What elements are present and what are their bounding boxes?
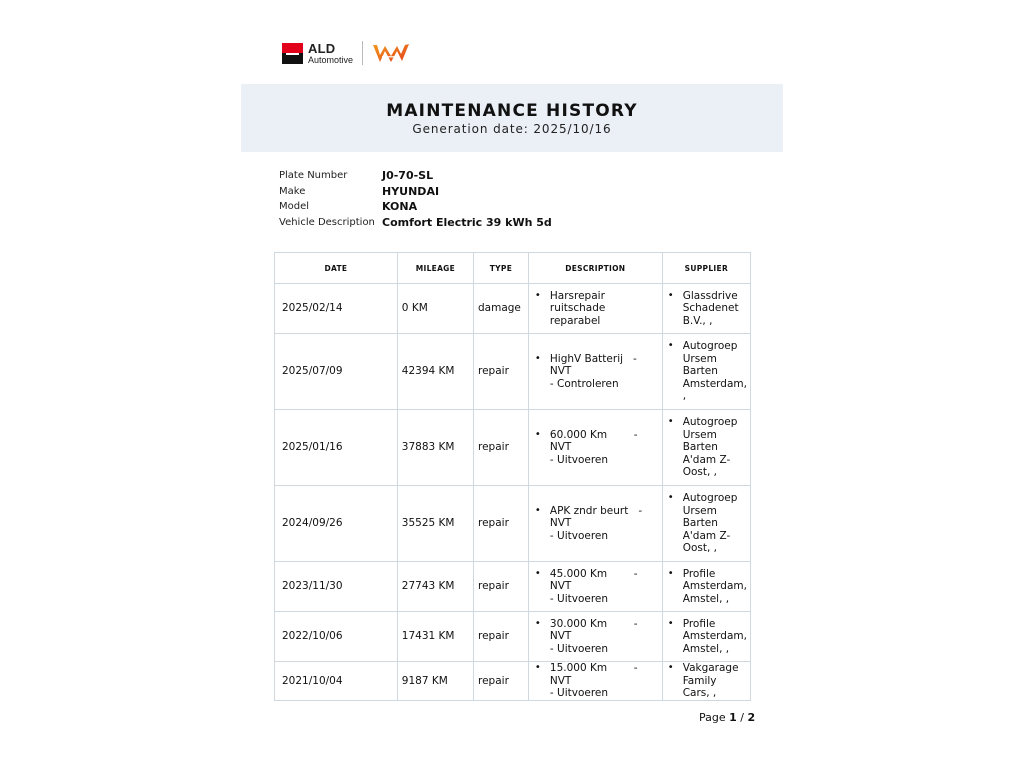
table-row	[275, 612, 751, 662]
column-header-date: DATE	[275, 253, 398, 284]
cell-type: repair	[474, 612, 529, 662]
info-row-model	[279, 199, 552, 215]
bullet-icon: •	[534, 352, 541, 364]
description-first-line: 60.000 Km -	[549, 428, 638, 441]
table-row	[275, 562, 751, 612]
description-rest: NVT - Uitvoeren	[549, 580, 609, 605]
description-first-line: APK zndr beurt -	[549, 504, 643, 517]
cell-date: 2021/10/04	[275, 662, 398, 701]
cell-date: 2025/02/14	[275, 284, 398, 334]
supplier-first-line: Autogroep	[682, 492, 738, 505]
description-rest: NVT - Uitvoeren	[549, 441, 609, 466]
info-row-make	[279, 184, 552, 200]
cell-description	[528, 334, 662, 410]
bullet-icon: •	[534, 428, 541, 440]
supplier-first-line: Profile	[682, 567, 716, 580]
cell-type: repair	[474, 334, 529, 410]
cell-type: repair	[474, 662, 529, 701]
make-label: Make	[279, 185, 306, 197]
cell-supplier	[662, 284, 750, 334]
maintenance-table	[274, 252, 751, 701]
cell-date: 2023/11/30	[275, 562, 398, 612]
page-label: Page	[699, 711, 726, 724]
ald-wordmark	[308, 42, 353, 65]
column-header-type: TYPE	[474, 253, 529, 284]
cell-date: 2024/09/26	[275, 486, 398, 562]
table-row	[275, 334, 751, 410]
cell-description	[528, 410, 662, 486]
cell-mileage: 0 KM	[397, 284, 473, 334]
bullet-icon: •	[667, 567, 674, 579]
table-row	[275, 486, 751, 562]
description-rest: NVT - Controleren	[549, 365, 619, 390]
supplier-rest: Schadenet B.V., ,	[682, 302, 739, 327]
column-header-supplier: SUPPLIER	[662, 253, 750, 284]
vehicle-description-label: Vehicle Description	[279, 217, 375, 229]
cell-mileage: 42394 KM	[397, 334, 473, 410]
cell-description	[528, 562, 662, 612]
bullet-icon: •	[667, 492, 674, 504]
report-header	[241, 84, 783, 152]
bullet-icon: •	[534, 289, 541, 301]
supplier-rest: Ursem Barten A'dam Z- Oost, ,	[682, 504, 731, 555]
description-first-line: Harsrepair	[549, 289, 605, 302]
generation-date: Generation date: 2025/10/16	[412, 122, 612, 136]
info-row-plate	[279, 168, 552, 184]
table-row	[275, 284, 751, 334]
cell-supplier	[662, 334, 750, 410]
page-separator: /	[740, 711, 745, 724]
cell-mileage: 27743 KM	[397, 562, 473, 612]
current-page: 1	[729, 711, 737, 724]
description-rest: ruitschade reparabel	[549, 302, 609, 327]
ald-logo-icon	[282, 43, 303, 64]
plate-number-value: J0-70-SL	[382, 169, 434, 183]
w-flame-logo-icon	[372, 42, 410, 64]
table-header-row	[275, 253, 751, 284]
cell-date: 2025/01/16	[275, 410, 398, 486]
bullet-icon: •	[667, 340, 674, 352]
supplier-first-line: Glassdrive	[682, 289, 738, 302]
description-first-line: 45.000 Km -	[549, 567, 638, 580]
plate-number-label: Plate Number	[279, 170, 348, 182]
supplier-first-line: Vakgarage	[682, 662, 739, 675]
vehicle-info	[279, 168, 552, 230]
make-value: HYUNDAI	[382, 184, 440, 198]
cell-mileage: 37883 KM	[397, 410, 473, 486]
cell-supplier	[662, 410, 750, 486]
cell-date: 2022/10/06	[275, 612, 398, 662]
description-rest: NVT - Uitvoeren	[549, 517, 609, 542]
cell-supplier	[662, 662, 750, 701]
cell-mileage: 35525 KM	[397, 486, 473, 562]
bullet-icon: •	[534, 662, 541, 674]
cell-supplier	[662, 612, 750, 662]
logo-divider	[362, 41, 363, 65]
description-rest: NVT - Uitvoeren	[549, 674, 609, 700]
model-value: KONA	[382, 200, 418, 214]
supplier-rest: Amsterdam, Amstel, ,	[682, 580, 747, 605]
supplier-rest: Ursem Barten A'dam Z- Oost, ,	[682, 428, 731, 479]
cell-supplier	[662, 486, 750, 562]
vehicle-description-value: Comfort Electric 39 kWh 5d	[382, 216, 552, 230]
cell-mileage: 17431 KM	[397, 612, 473, 662]
table-row	[275, 410, 751, 486]
page-title: MAINTENANCE HISTORY	[386, 101, 638, 121]
bullet-icon: •	[534, 617, 541, 629]
total-pages: 2	[747, 711, 756, 724]
ald-brand-line2: Automotive	[308, 54, 354, 65]
supplier-rest: Amsterdam, Amstel, ,	[682, 630, 747, 655]
cell-description	[528, 486, 662, 562]
cell-supplier	[662, 562, 750, 612]
cell-description	[528, 612, 662, 662]
page-indicator	[699, 711, 755, 724]
supplier-rest: Ursem Barten Amsterdam, ,	[682, 352, 747, 403]
cell-type: repair	[474, 562, 529, 612]
supplier-first-line: Autogroep	[682, 340, 738, 353]
cell-type: repair	[474, 486, 529, 562]
cell-date: 2025/07/09	[275, 334, 398, 410]
cell-description	[528, 662, 662, 701]
description-first-line: 30.000 Km -	[549, 617, 638, 630]
cell-mileage: 9187 KM	[397, 662, 473, 701]
model-label: Model	[279, 201, 310, 213]
supplier-first-line: Autogroep	[682, 416, 738, 429]
bullet-icon: •	[534, 567, 541, 579]
bullet-icon: •	[667, 617, 674, 629]
column-header-description: DESCRIPTION	[528, 253, 662, 284]
ald-brand-line1: ALD	[308, 40, 336, 56]
description-first-line: 15.000 Km -	[549, 662, 638, 675]
description-rest: NVT - Uitvoeren	[549, 630, 609, 655]
bullet-icon: •	[667, 662, 674, 674]
supplier-rest: Family Cars, ,	[682, 674, 717, 700]
description-first-line: HighV Batterij -	[549, 352, 637, 365]
cell-description	[528, 284, 662, 334]
column-header-mileage: MILEAGE	[397, 253, 473, 284]
supplier-first-line: Profile	[682, 617, 716, 630]
cell-type: repair	[474, 410, 529, 486]
cell-type: damage	[474, 284, 529, 334]
bullet-icon: •	[667, 416, 674, 428]
bullet-icon: •	[667, 289, 674, 301]
logo-bar	[282, 40, 410, 66]
info-row-description	[279, 215, 552, 231]
table-row	[275, 662, 751, 701]
bullet-icon: •	[534, 504, 541, 516]
